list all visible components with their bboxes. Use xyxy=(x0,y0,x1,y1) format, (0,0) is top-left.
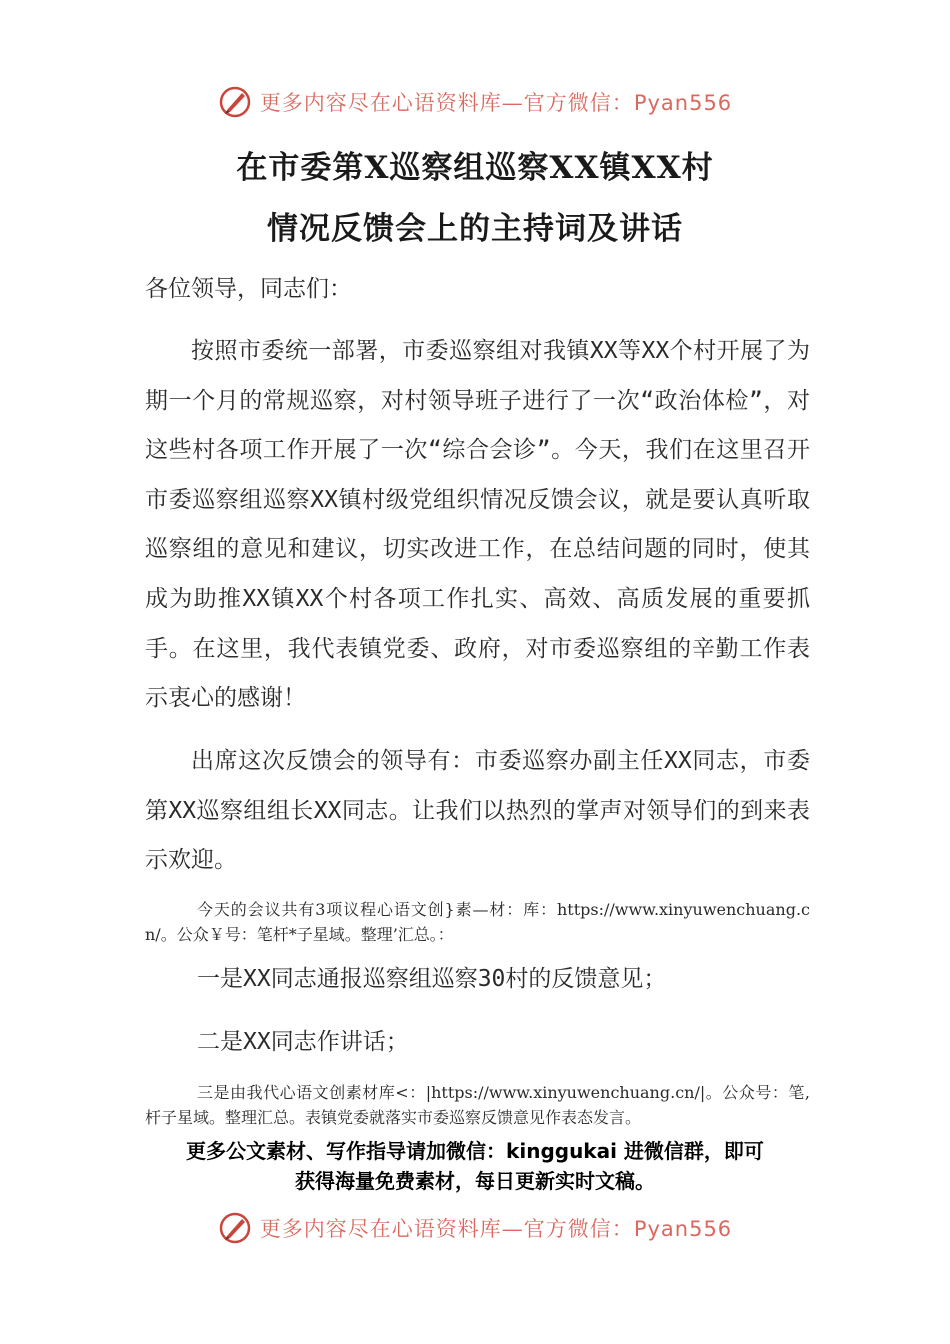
promo-line-1: 更多公文素材、写作指导请加微信：kinggukai 进微信群，即可 xyxy=(186,1139,764,1163)
header-banner xyxy=(0,84,950,120)
body-paragraph-1: 按照市委统一部署，市委巡察组对我镇XX等XX个村开展了为期一个月的常规巡察，对村领导班子进行了一次“政治体检”，对这些村各项工作开展了一次“综合会诊”。今天，我们在这里召开市委巡察组巡察XX镇村级党组织情况反馈会议，就是要认真听取巡察组的意见和建议，切实改进工作，在总结问题的同时，使其成为助推XX镇XX个村各项工作扎实、高效、高质发展的重要抓手。在这里，我代表镇党委、政府，对市委巡察组的辛勤工作表示衷心的感谢！ xyxy=(145,338,810,712)
banner-text: 更多内容尽在心语资料库—官方微信：Pyan556 xyxy=(259,1217,733,1241)
greeting: 各位领导，同志们： xyxy=(145,276,352,302)
agenda-intro: 今天的会议共有3项议程心语文创}素—材：库：https://www.xinyuwenchuang.cn/。公众￥号：笔杆*子星域。整理’汇总。： xyxy=(145,900,810,944)
document-title-line-2: 情况反馈会上的主持词及讲话 xyxy=(267,211,683,247)
body-paragraph-2: 出席这次反馈会的领导有：市委巡察办副主任XX同志，市委第XX巡察组组长XX同志。让我们以热烈的掌声对领导们的到来表示欢迎。 xyxy=(145,748,810,874)
footer-banner xyxy=(0,1210,950,1246)
pen-circle-logo-icon xyxy=(218,85,252,119)
document-title-line-1: 在市委第X巡察组巡察XX镇XX村 xyxy=(236,150,714,186)
agenda-item-2: 二是XX同志作讲话； xyxy=(197,1029,409,1055)
pen-circle-logo-icon xyxy=(218,1211,252,1245)
banner-text: 更多内容尽在心语资料库—官方微信：Pyan556 xyxy=(259,91,733,115)
agenda-item-3: 三是由我代心语文创素材库<：|https://www.xinyuwenchuang.cn/|。公众号：笔,杆子星域。整理汇总。表镇党委就落实市委巡察反馈意见作表态发言。 xyxy=(145,1083,810,1127)
promo-notice xyxy=(120,1136,830,1196)
agenda-item-1: 一是XX同志通报巡察组巡察30村的反馈意见； xyxy=(197,966,667,992)
promo-line-2: 获得海量免费素材，每日更新实时文稿。 xyxy=(295,1169,655,1193)
